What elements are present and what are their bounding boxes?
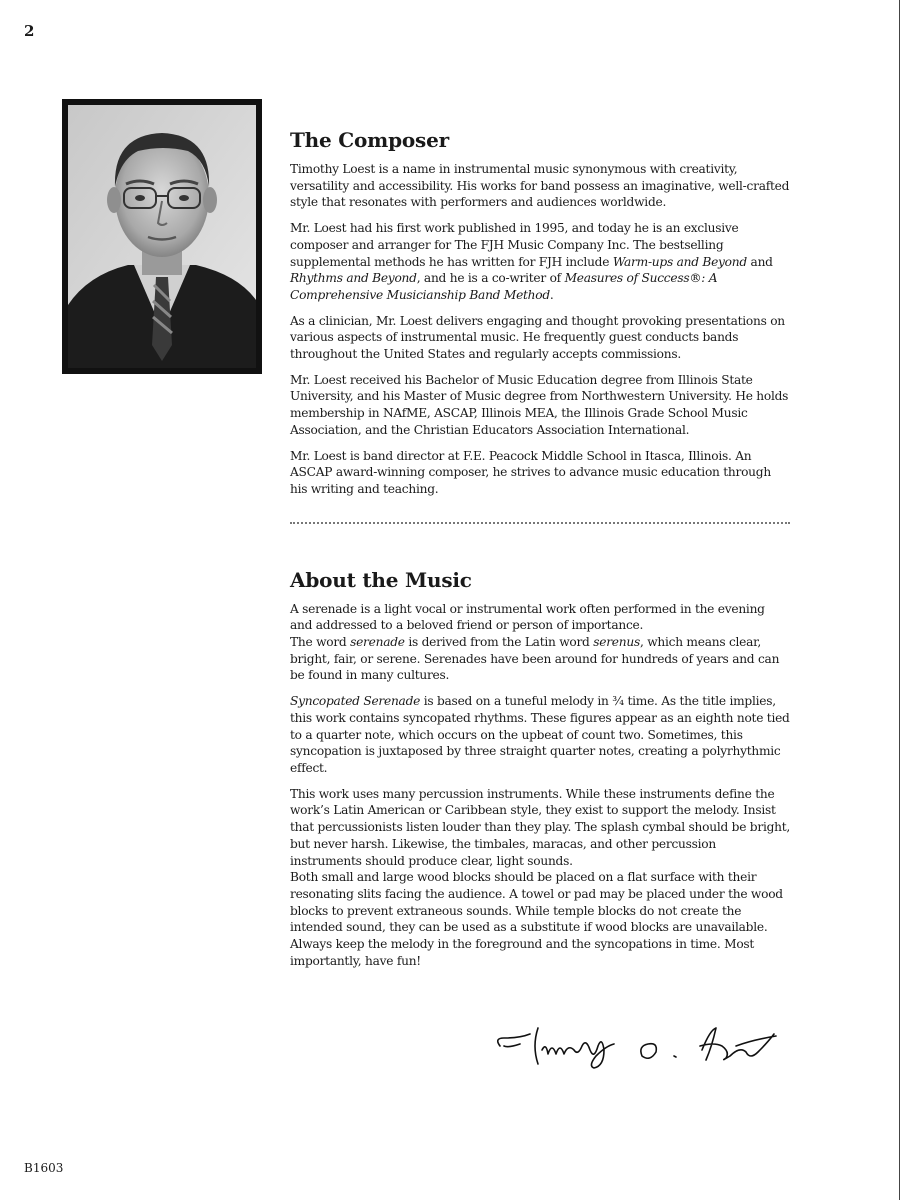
text-column bbox=[290, 128, 790, 978]
word-serenus: serenus bbox=[593, 635, 640, 650]
music-paragraph-2: Syncopated Serenade is based on a tuneful melody in ¾ time. As the title implies, this work contains syncopated rhythms. These figures appear as an eighth note tied to a quarter note, which occurs on the upbeat of count two. Sometimes, this syncopation is juxtaposed by three straight quarter notes, creating a polyrhythmic effect. bbox=[290, 694, 790, 775]
composer-photo bbox=[62, 99, 262, 374]
portrait-image bbox=[68, 105, 256, 368]
title-measures: Measures of Success®: A Comprehensive Musicianship Band Method bbox=[290, 271, 718, 302]
music-paragraph-3: This work uses many percussion instruments. While these instruments define the work’s Latin American or Caribbean style, they exist to support the melody. Insist that percussionists listen louder than they play. The splash cymbal should be bright, but never harsh. Likewise, the timbales, maracas, and other percussion instruments should produce clear, light sounds. Both small and large wood blocks should be placed on a flat surface with their resonating slits facing the audience. A towel or pad may be placed under the wood blocks to prevent extraneous sounds. While temple blocks do not create the intended sound, they can be used as a substitute if wood blocks are unavailable. Always keep the melody in the foreground and the syncopations in time. Most importantly, have fun! bbox=[290, 786, 791, 968]
composer-paragraph-3: As a clinician, Mr. Loest delivers engaging and thought provoking presentations on various aspects of instrumental music. He frequently guest conducts bands throughout the United States and regularly accepts commissions. bbox=[290, 313, 785, 362]
composer-heading: The Composer bbox=[290, 128, 449, 152]
composer-paragraph-4: Mr. Loest received his Bachelor of Music Education degree from Illinois State University, and his Master of Music degree from Northwestern University. He holds membership in NAfME, ASCAP, Illinois MEA, the Illinois Grade School Music Association, and the Christian Educators Association International. bbox=[290, 372, 789, 437]
dotted-divider bbox=[290, 522, 790, 524]
title-warm-ups: Warm-ups and Beyond bbox=[612, 254, 747, 269]
music-heading: About the Music bbox=[290, 567, 472, 592]
composer-paragraph-1: Timothy Loest is a name in instrumental music synonymous with creativity, versatility and accessibility. His works for band possess an imaginative, well-crafted style that resonates with performers and audiences worldwide. bbox=[290, 162, 790, 210]
composer-signature bbox=[490, 1016, 780, 1076]
word-serenade: serenade bbox=[350, 635, 405, 650]
title-rhythms: Rhythms and Beyond bbox=[290, 271, 417, 286]
composer-paragraph-5: Mr. Loest is band director at F.E. Peacock Middle School in Itasca, Illinois. An ASCAP award-winning composer, he strives to advance music education through his writing and teaching. bbox=[290, 448, 771, 496]
composer-paragraph-2: Mr. Loest had his first work published in 1995, and today he is an exclusive composer and arranger for The FJH Music Company Inc. The bestselling supplemental methods he has written for FJH include Warm-ups and Beyond and Rhythms and Beyond, and he is a co-writer of Measures of Success®: A Comprehensive Musicianship Band Method. bbox=[290, 221, 773, 302]
catalog-number: B1603 bbox=[24, 1161, 64, 1175]
page-number: 2 bbox=[24, 22, 35, 40]
title-syncopated-serenade: Syncopated Serenade bbox=[290, 694, 421, 709]
music-paragraph-1: A serenade is a light vocal or instrumental work often performed in the evening and addressed to a beloved friend or person of importance. The word serenade is derived from the Latin word serenus, which means clear, bright, fair, or serene. Serenades have been around for hundreds of years and can be found in many cultures. bbox=[290, 601, 780, 683]
